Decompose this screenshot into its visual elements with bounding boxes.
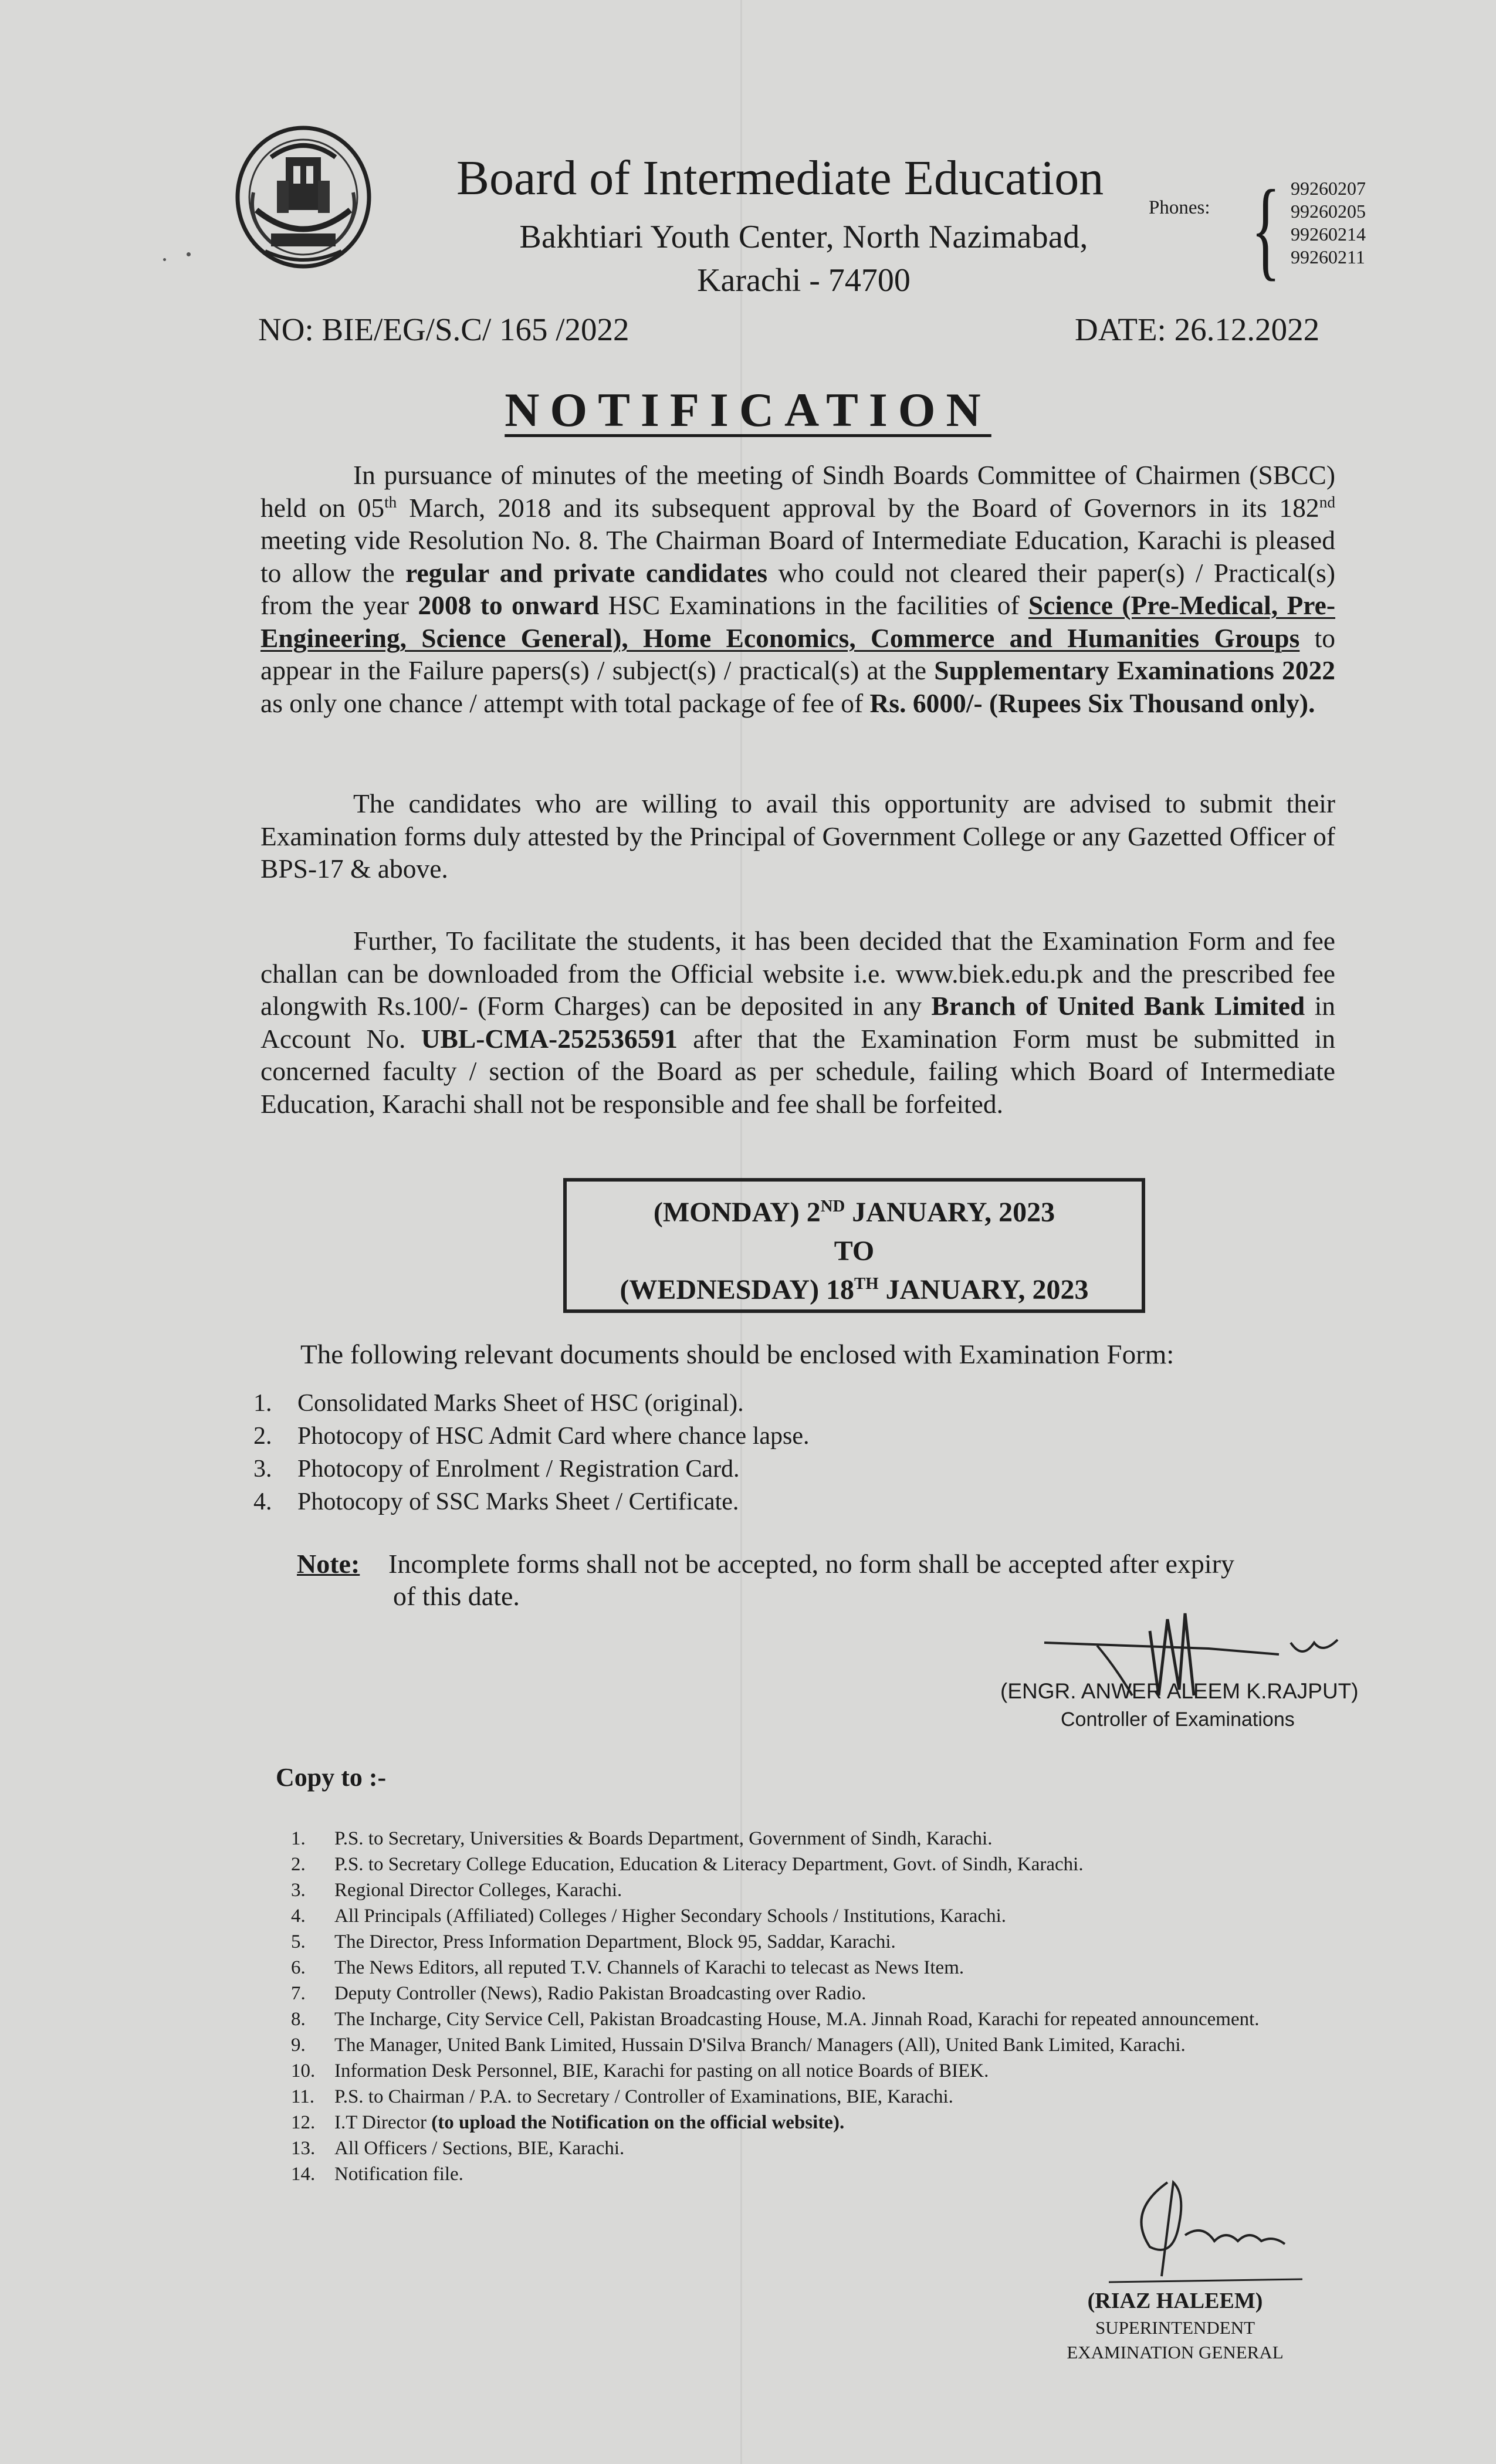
account-emphasis: UBL-CMA-252536591	[421, 1023, 678, 1054]
item-number: 2.	[253, 1423, 272, 1450]
letterhead	[452, 151, 1156, 299]
item-number: 4.	[253, 1488, 272, 1515]
scan-speck	[187, 252, 191, 256]
phone-numbers	[1291, 177, 1366, 269]
superscript: TH	[854, 1274, 879, 1293]
item-text: All Principals (Affiliated) Colleges / Higher Secondary Schools / Institutions, Karachi.	[334, 1905, 1007, 1927]
list-item	[253, 1453, 809, 1485]
item-text: The Manager, United Bank Limited, Hussain D'Silva Branch/ Managers (All), United Bank Limited, Karachi.	[334, 2035, 1186, 2056]
item-number: 1.	[253, 1390, 272, 1417]
item-number: 4.	[291, 1905, 306, 1927]
list-item	[291, 1955, 1260, 1981]
item-text: Photocopy of HSC Admit Card where chance lapse.	[297, 1423, 810, 1450]
item-number: 8.	[291, 2009, 306, 2030]
copy-to-heading: Copy to :-	[276, 1763, 387, 1792]
document-title	[0, 383, 1496, 438]
controller-name: (ENGR. ANWER ALEEM K.RAJPUT)	[1000, 1679, 1359, 1703]
item-number: 3.	[253, 1456, 272, 1483]
item-text: Regional Director Colleges, Karachi.	[334, 1880, 622, 1901]
list-item	[291, 1929, 1260, 1955]
year-emphasis: 2008 to onward	[418, 590, 600, 620]
item-number: 11.	[291, 2086, 315, 2107]
text-run: in Account No.	[260, 991, 1335, 1054]
text-run: (MONDAY) 2	[653, 1197, 821, 1228]
item-number: 6.	[291, 1957, 306, 1978]
phone-number: 99260214	[1291, 224, 1366, 245]
item-text: The News Editors, all reputed T.V. Channels of Karachi to telecast as News Item.	[334, 1957, 964, 1978]
item-text: Photocopy of Enrolment / Registration Card.	[297, 1456, 740, 1483]
item-text: Deputy Controller (News), Radio Pakistan Broadcasting over Radio.	[334, 1983, 867, 2004]
exam-emphasis: Supplementary Examinations 2022	[934, 655, 1335, 685]
paragraph-2: The candidates who are willing to avail this opportunity are advised to submit their Examination forms duly attested by the Principal of Government College or any Gazetted Officer of BPS-17 & above.	[260, 788, 1335, 884]
text-run: who could not cleared their paper(s) / Practical(s) from the year	[260, 557, 1335, 620]
item-number: 13.	[291, 2138, 316, 2159]
text-run: JANUARY, 2023	[845, 1197, 1055, 1228]
superintendent-title: SUPERINTENDENT	[1095, 2317, 1255, 2338]
item-text: The Incharge, City Service Cell, Pakistan Broadcasting House, M.A. Jinnah Road, Karachi for repeated announcement.	[334, 2009, 1260, 2030]
schedule-end	[567, 1271, 1142, 1309]
superscript: nd	[1319, 493, 1335, 511]
list-item	[291, 2110, 1260, 2135]
list-item	[291, 2058, 1260, 2084]
phone-number: 99260211	[1291, 246, 1365, 268]
copy-to-list	[291, 1826, 1260, 2187]
board-emblem-logo	[230, 122, 377, 276]
item-text: P.S. to Secretary, Universities & Boards Department, Government of Sindh, Karachi.	[334, 1828, 993, 1849]
list-item	[291, 2135, 1260, 2161]
text-run: HSC Examinations in the facilities of	[599, 590, 1029, 620]
item-text: P.S. to Chairman / P.A. to Secretary / Controller of Examinations, BIE, Karachi.	[334, 2086, 953, 2107]
reference-number: NO: BIE/EG/S.C/ 165 /2022	[258, 312, 629, 347]
paragraph-1	[260, 459, 1335, 719]
address-line-1: Bakhtiari Youth Center, North Nazimabad,	[519, 219, 1088, 255]
item-number: 12.	[291, 2112, 316, 2133]
list-item	[291, 1826, 1260, 1852]
controller-title: Controller of Examinations	[1061, 1708, 1295, 1731]
documents-list	[253, 1387, 809, 1518]
list-item	[291, 1852, 1260, 1877]
list-item	[291, 2006, 1260, 2032]
note-line-2: of this date.	[393, 1581, 520, 1611]
text-run: JANUARY, 2023	[878, 1274, 1089, 1305]
bank-emphasis: Branch of United Bank Limited	[931, 991, 1305, 1021]
superscript: th	[384, 493, 397, 511]
item-number: 3.	[291, 1880, 306, 1901]
list-item	[291, 1877, 1260, 1903]
title-text: NOTIFICATION	[505, 383, 991, 436]
item-number: 9.	[291, 2035, 306, 2056]
note-block	[297, 1548, 1341, 1612]
text-run: Further, To facilitate the students, it has been decided that the Examination Form and fee challan can be downloaded from the Official website i.e. www.biek.edu.pk and the prescribed fee alongwith Rs.100/- (Form Charges) can be deposited in any	[260, 926, 1335, 1021]
groups-emphasis: Science (Pre-Medical, Pre-Engineering, Science General), Home Economics, Commerce and Humanities Groups	[260, 590, 1335, 653]
item-emphasis: (to upload the Notification on the official website).	[431, 2112, 845, 2133]
text-run: to appear in the Failure papers(s) / subject(s) / practical(s) at the	[260, 622, 1335, 685]
fee-emphasis: Rs. 6000/- (Rupees Six Thousand only).	[869, 688, 1315, 718]
item-number: 7.	[291, 1983, 306, 2004]
candidates-emphasis: regular and private candidates	[405, 557, 768, 588]
list-item	[253, 1420, 809, 1453]
phone-number: 99260207	[1291, 178, 1366, 199]
schedule-start	[567, 1193, 1142, 1232]
list-item	[291, 1981, 1260, 2006]
address-line-2: Karachi - 74700	[697, 262, 911, 299]
brace-icon: {	[1251, 168, 1281, 291]
item-number: 1.	[291, 1828, 306, 1849]
item-text: Consolidated Marks Sheet of HSC (original).	[297, 1390, 744, 1417]
schedule-box	[563, 1178, 1145, 1313]
item-text: All Officers / Sections, BIE, Karachi.	[334, 2138, 625, 2159]
superintendent-signature	[1103, 2171, 1314, 2288]
list-item	[253, 1387, 809, 1420]
text-run: (WEDNESDAY) 18	[620, 1274, 855, 1305]
text-run: March, 2018 and its subsequent approval by the Board of Governors in its 182	[397, 492, 1319, 523]
item-text: Information Desk Personnel, BIE, Karachi for pasting on all notice Boards of BIEK.	[334, 2060, 989, 2081]
list-item	[291, 1903, 1260, 1929]
item-number: 10.	[291, 2060, 316, 2081]
item-text: Notification file.	[334, 2164, 463, 2185]
org-name: Board of Intermediate Education	[456, 151, 1104, 205]
list-item	[291, 2032, 1260, 2058]
paragraph-3	[260, 925, 1335, 1120]
item-number: 14.	[291, 2164, 316, 2185]
text-run: as only one chance / attempt with total package of fee of	[260, 688, 870, 718]
note-line-1: Incomplete forms shall not be accepted, no form shall be accepted after expiry	[388, 1549, 1235, 1579]
superscript: ND	[820, 1197, 845, 1216]
item-text: P.S. to Secretary College Education, Education & Literacy Department, Govt. of Sindh, Karachi.	[334, 1854, 1084, 1875]
item-number: 2.	[291, 1854, 306, 1875]
superintendent-name: (RIAZ HALEEM)	[1087, 2289, 1263, 2313]
documents-intro: The following relevant documents should be enclosed with Examination Form:	[300, 1339, 1175, 1370]
item-text: The Director, Press Information Department, Block 95, Saddar, Karachi.	[334, 1931, 896, 1952]
text-run: In pursuance of minutes of the meeting of Sindh Boards Committee of Chairmen (SBCC) held on 05	[260, 460, 1335, 523]
schedule-to: TO	[834, 1236, 875, 1267]
phones-label: Phones:	[1149, 197, 1210, 218]
phone-number: 99260205	[1291, 201, 1366, 222]
text-run: after that the Examination Form must be submitted in concerned faculty / section of the Board as per schedule, failing which Board of Intermediate Education, Karachi shall not be responsible and fee shall be forfeited.	[260, 1023, 1336, 1119]
notification-date: DATE: 26.12.2022	[1075, 312, 1320, 347]
item-text: Photocopy of SSC Marks Sheet / Certificate.	[297, 1488, 739, 1515]
item-number: 5.	[291, 1931, 306, 1952]
list-item	[253, 1485, 809, 1518]
item-text: I.T Director	[334, 2112, 432, 2133]
text-run: meeting vide Resolution No. 8. The Chairman Board of Intermediate Education, Karachi is pleased to allow the	[260, 525, 1335, 588]
superintendent-department: EXAMINATION GENERAL	[1067, 2342, 1284, 2363]
list-item	[291, 2084, 1260, 2110]
scan-speck	[163, 258, 166, 261]
note-label: Note:	[297, 1549, 360, 1579]
